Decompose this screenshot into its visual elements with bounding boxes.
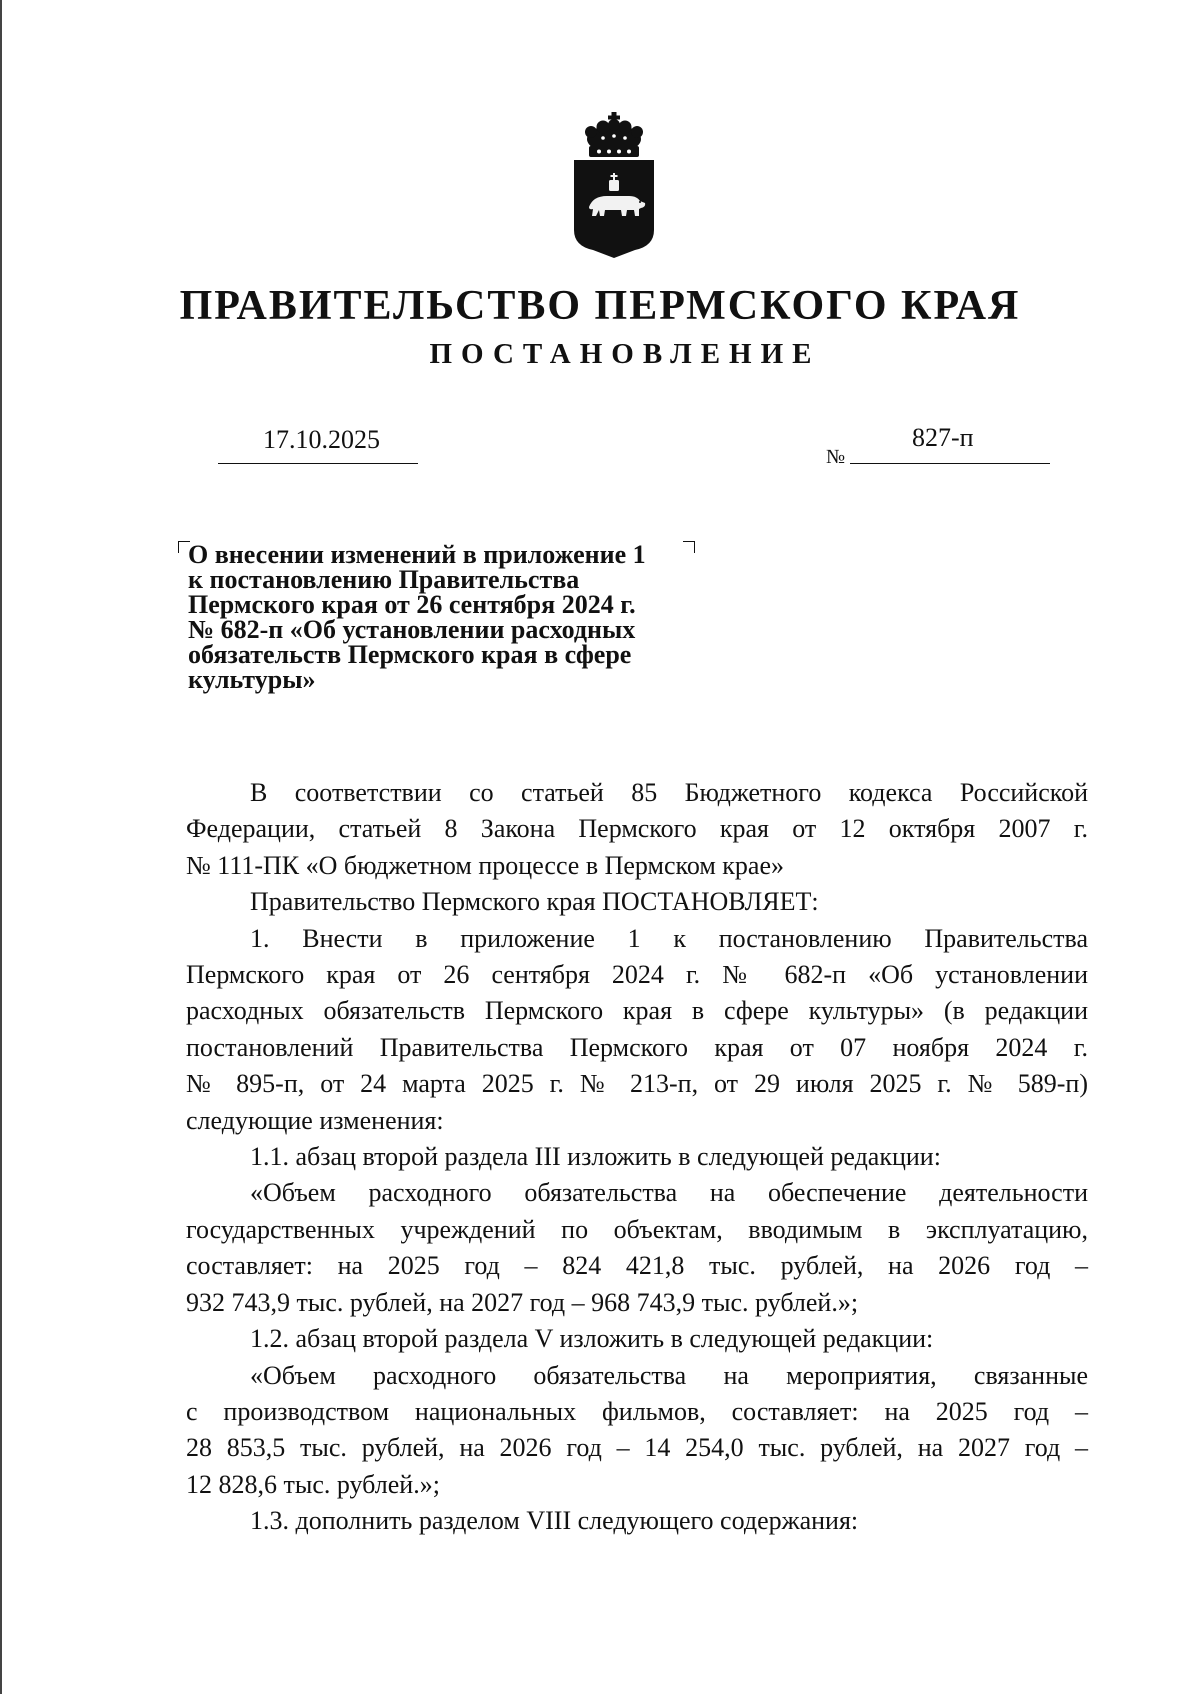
body-line: государственных учреждений по объектам, вводимым в эксплуатацию, — [186, 1214, 1088, 1244]
number-underline — [850, 463, 1050, 464]
body-line: 1.2. абзац второй раздела V изложить в следующей редакции: — [250, 1324, 934, 1354]
body-line: Пермского края от 26 сентября 2024 г. № 682-п «Об установлении — [186, 960, 1088, 990]
body-line: составляет: на 2025 год – 824 421,8 тыс. рублей, на 2026 год – — [186, 1251, 1088, 1281]
item-1-2-paragraph — [186, 1321, 1088, 1357]
perm-krai-coat-of-arms-icon — [569, 112, 659, 260]
document-number: 827-п — [912, 423, 974, 452]
resolves-paragraph — [186, 884, 1088, 920]
item-1-1-quote-paragraph — [186, 1175, 1088, 1321]
body-line: 932 743,9 тыс. рублей, на 2027 год – 968 743,9 тыс. рублей.»; — [186, 1287, 859, 1317]
body-line: 1. Внести в приложение 1 к постановлению Правительства — [250, 923, 1088, 953]
body-line: постановлений Правительства Пермского края от 07 ноября 2024 г. — [186, 1032, 1088, 1062]
body-line: с производством национальных фильмов, составляет: на 2025 год – — [186, 1396, 1088, 1426]
number-sign: № — [826, 446, 846, 468]
page-edge — [0, 0, 2, 1694]
body-line: 28 853,5 тыс. рублей, на 2026 год – 14 254,0 тыс. рублей, на 2027 год – — [186, 1433, 1088, 1463]
body-line: Правительство Пермского края ПОСТАНОВЛЯЕТ: — [250, 887, 819, 917]
document-heading — [188, 542, 708, 692]
preamble-paragraph — [186, 775, 1088, 884]
document-body — [186, 775, 1088, 1540]
item-1-3-paragraph — [186, 1503, 1088, 1539]
heading-line: Пермского края от 26 сентября 2024 г. — [188, 590, 636, 619]
government-name: ПРАВИТЕЛЬСТВО ПЕРМСКОГО КРАЯ — [179, 283, 1021, 329]
document-date: 17.10.2025 — [263, 425, 380, 454]
body-line: «Объем расходного обязательства на мероприятия, связанные — [250, 1360, 1088, 1390]
body-line: 1.1. абзац второй раздела III изложить в следующей редакции: — [250, 1142, 941, 1172]
body-line: Федерации, статьей 8 Закона Пермского края от 12 октября 2007 г. — [186, 814, 1088, 844]
body-line: следующие изменения: — [186, 1105, 444, 1135]
body-line: В соответствии со статьей 85 Бюджетного кодекса Российской — [250, 778, 1088, 807]
date-underline — [218, 463, 418, 464]
body-line: «Объем расходного обязательства на обеспечение деятельности — [250, 1178, 1088, 1208]
body-line: 12 828,6 тыс. рублей.»; — [186, 1469, 440, 1499]
body-line: расходных обязательств Пермского края в сфере культуры» (в редакции — [186, 996, 1088, 1026]
heading-line: обязательств Пермского края в сфере — [188, 640, 632, 669]
body-line: 1.3. дополнить разделом VIII следующего содержания: — [250, 1506, 859, 1536]
body-line: № 111-ПК «О бюджетном процессе в Пермском крае» — [186, 850, 785, 880]
item-1-2-quote-paragraph — [186, 1358, 1088, 1504]
item-1-paragraph — [186, 921, 1088, 1139]
heading-line: к постановлению Правительства — [188, 565, 580, 594]
body-line: № 895-п, от 24 марта 2025 г. № 213-п, от 29 июля 2025 г. № 589-п) — [186, 1069, 1088, 1099]
heading-line: № 682-п «Об установлении расходных — [188, 615, 636, 644]
document-type: ПОСТАНОВЛЕНИЕ — [429, 338, 821, 370]
item-1-1-paragraph — [186, 1139, 1088, 1175]
heading-line: культуры» — [188, 665, 316, 694]
heading-line: О внесении изменений в приложение 1 — [188, 540, 646, 569]
